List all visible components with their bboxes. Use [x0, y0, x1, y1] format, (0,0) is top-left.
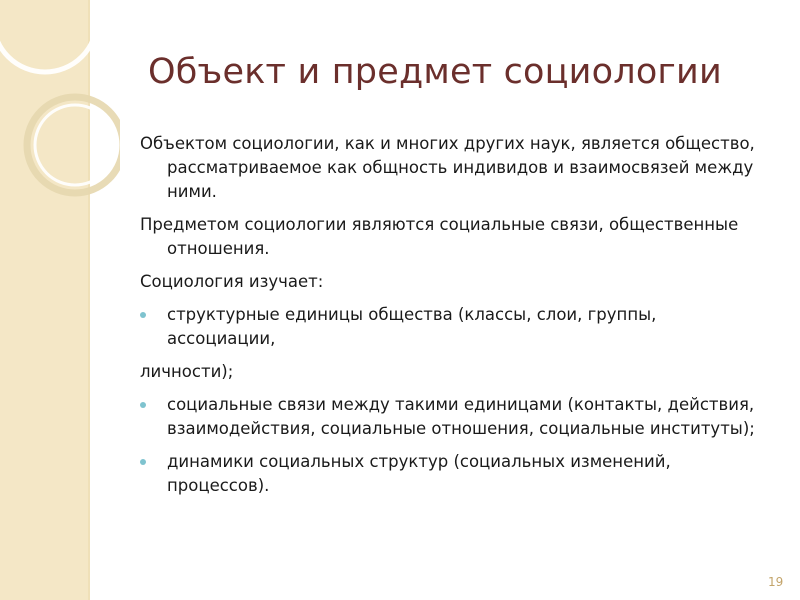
bullet-item-structural-units: [140, 303, 760, 351]
paragraph-object: Объектом социологии, как и многих других наук, является общество, рассматриваемое как общность индивидов и взаимосвязей между ними.: [140, 134, 755, 201]
bullet-item-dynamics: [140, 450, 760, 498]
slide-title: Объект и предмет социологии: [148, 52, 722, 92]
side-band-edge: [88, 0, 90, 600]
bullet-text: структурные единицы общества (классы, слои, группы, ассоциации,: [167, 305, 657, 348]
slide-content: [140, 132, 760, 507]
bullet-item-social-links: [140, 393, 760, 441]
bullet-text: динамики социальных структур (социальных изменений, процессов).: [167, 452, 671, 495]
plain-line-personalities: личности);: [140, 362, 234, 381]
side-band: [0, 0, 88, 600]
bullet-dot-icon: [140, 459, 146, 465]
paragraph-subject: Предметом социологии являются социальные связи, общественные отношения.: [140, 215, 739, 258]
bullet-dot-icon: [140, 402, 146, 408]
bullet-dot-icon: [140, 312, 146, 318]
paragraph-studies: Социология изучает:: [140, 272, 324, 291]
slide-number: 19: [768, 575, 784, 589]
bullet-text: социальные связи между такими единицами (контакты, действия, взаимодействия, социальные отношения, социальные институты);: [167, 395, 755, 438]
